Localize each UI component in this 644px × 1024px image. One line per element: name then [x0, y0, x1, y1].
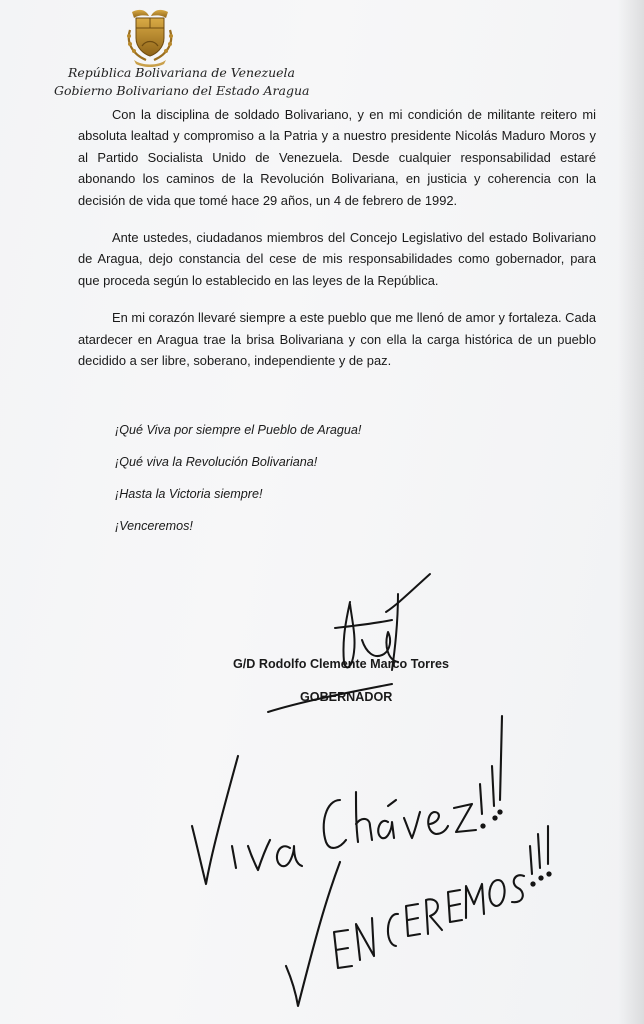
- letter-body: [78, 104, 596, 387]
- letterhead-republic: República Bolivariana de Venezuela: [68, 65, 295, 80]
- paragraph-1: Con la disciplina de soldado Bolivariano, y en mi condición de militante reitero mi absoluta lealtad y compromiso a la Patria y a nuestro presidente Nicolás Maduro Moros y al Partido Socialista Unido de Venezuela. Desde cualquier responsabilidad estaré abonando los caminos de la Revolución Bolivariana, en justicia y coherencia con la decisión de vida que tomé hace 29 años, un 4 de febrero de 1992.: [78, 107, 596, 208]
- handwritten-venceremos-icon: [286, 826, 551, 1006]
- signer-title: GOBERNADOR: [300, 690, 393, 704]
- slogan-2: ¡Qué viva la Revolución Bolivariana!: [115, 455, 318, 469]
- slogan-1: ¡Qué Viva por siempre el Pueblo de Aragua!: [115, 423, 362, 437]
- signer-name: G/D Rodolfo Clemente Marco Torres: [233, 657, 449, 671]
- slogan-3: ¡Hasta la Victoria siempre!: [115, 487, 263, 501]
- handwritten-viva-chavez-icon: [192, 716, 502, 884]
- coat-of-arms-icon: [122, 6, 178, 68]
- letterhead-government: Gobierno Bolivariano del Estado Aragua: [54, 83, 310, 98]
- letterhead: [54, 64, 309, 100]
- paragraph-2: Ante ustedes, ciudadanos miembros del Concejo Legislativo del estado Bolivariano de Aragua, dejo constancia del cese de mis responsabilidades como gobernador, para que proceda según lo establecido en las leyes de la República.: [78, 230, 596, 288]
- slogan-4: ¡Venceremos!: [115, 519, 193, 533]
- slogans: [115, 420, 361, 548]
- paragraph-3: En mi corazón llevaré siempre a este pueblo que me llenó de amor y fortaleza. Cada atardecer en Aragua trae la brisa Bolivariana y con ella la carga histórica de un pueblo decidido a ser libre, soberano, independiente y de paz.: [78, 310, 596, 369]
